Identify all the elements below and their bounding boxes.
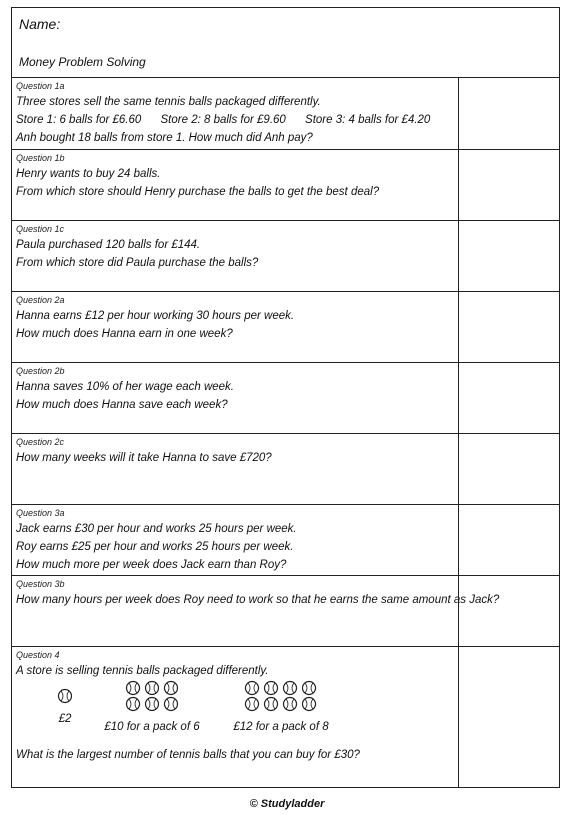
question-text: What is the largest number of tennis balls that you can buy for £30? (16, 749, 360, 761)
question-label: Question 1c (16, 224, 65, 234)
question-text: Anh bought 18 balls from store 1. How much did Anh pay? (16, 132, 313, 144)
question-label: Question 1a (16, 81, 65, 91)
question-1c (16, 223, 456, 272)
question-label: Question 2b (16, 366, 65, 376)
question-2c (16, 436, 456, 467)
answer-box-4[interactable] (458, 647, 559, 787)
question-label: Question 4 (16, 650, 60, 660)
question-label: Question 3b (16, 579, 65, 589)
question-2b (16, 365, 456, 414)
question-text: Roy earns £25 per hour and works 25 hours per week. (16, 541, 294, 553)
option-single-ball (40, 688, 90, 728)
store-1-price: Store 1: 6 balls for £6.60 (16, 114, 142, 126)
question-text: How many weeks will it take Hanna to save £720? (16, 452, 272, 464)
question-text: Three stores sell the same tennis balls packaged differently. (16, 96, 321, 108)
option-3-price: £12 for a pack of 8 (233, 721, 329, 733)
answer-box-2c[interactable] (458, 434, 559, 504)
question-label: Question 3a (16, 508, 65, 518)
question-label: Question 2c (16, 437, 65, 447)
option-2-price: £10 for a pack of 6 (104, 721, 200, 733)
tennis-ball-options (16, 680, 456, 740)
question-label: Question 1b (16, 153, 65, 163)
question-row-2a (12, 292, 559, 363)
question-row-4 (12, 647, 559, 787)
tennis-ball-icon (57, 688, 73, 704)
answer-box-1c[interactable] (458, 221, 559, 291)
worksheet-title: Money Problem Solving (19, 55, 146, 69)
option-pack-of-8 (226, 680, 336, 736)
answer-box-3a[interactable] (458, 505, 559, 575)
question-1a (16, 80, 456, 147)
store-list (16, 111, 456, 129)
tennis-balls-8-icon (244, 680, 318, 712)
tennis-balls-6-icon (125, 680, 179, 712)
question-text: How much more per week does Jack earn than Roy? (16, 559, 287, 571)
question-text: From which store did Paula purchase the balls? (16, 257, 259, 269)
question-row-2c (12, 434, 559, 505)
question-text: How much does Hanna save each week? (16, 399, 228, 411)
question-text: Jack earns £30 per hour and works 25 hours per week. (16, 523, 297, 535)
question-row-2b (12, 363, 559, 434)
name-label: Name: (19, 16, 61, 32)
question-1b (16, 152, 456, 201)
worksheet (11, 7, 560, 788)
question-row-1b (12, 150, 559, 221)
question-text: Henry wants to buy 24 balls. (16, 168, 161, 180)
answer-box-2b[interactable] (458, 363, 559, 433)
store-2-price: Store 2: 8 balls for £9.60 (160, 114, 286, 126)
answer-box-2a[interactable] (458, 292, 559, 362)
option-1-price: £2 (58, 713, 72, 725)
answer-box-1b[interactable] (458, 150, 559, 220)
question-4 (16, 649, 456, 764)
option-pack-of-6 (102, 680, 202, 736)
question-text: Hanna saves 10% of her wage each week. (16, 381, 234, 393)
question-text: Hanna earns £12 per hour working 30 hours per week. (16, 310, 295, 322)
question-text: A store is selling tennis balls packaged differently. (16, 665, 269, 677)
question-label: Question 2a (16, 295, 65, 305)
question-text: Paula purchased 120 balls for £144. (16, 239, 201, 251)
question-text: How much does Hanna earn in one week? (16, 328, 233, 340)
question-2a (16, 294, 456, 343)
question-row-1a (12, 78, 559, 150)
question-text: How many hours per week does Roy need to work so that he earns the same amount as Jack? (16, 594, 500, 606)
question-row-3a (12, 505, 559, 576)
question-text: From which store should Henry purchase the balls to get the best deal? (16, 186, 380, 198)
store-3-price: Store 3: 4 balls for £4.20 (305, 114, 431, 126)
studyladder-brand: © Studyladder (249, 798, 325, 810)
answer-box-1a[interactable] (458, 78, 559, 149)
question-3b (16, 578, 500, 609)
worksheet-header (12, 8, 559, 78)
question-row-1c (12, 221, 559, 292)
answer-box-3b[interactable] (458, 576, 559, 646)
question-3a (16, 507, 456, 574)
question-row-3b (12, 576, 559, 647)
